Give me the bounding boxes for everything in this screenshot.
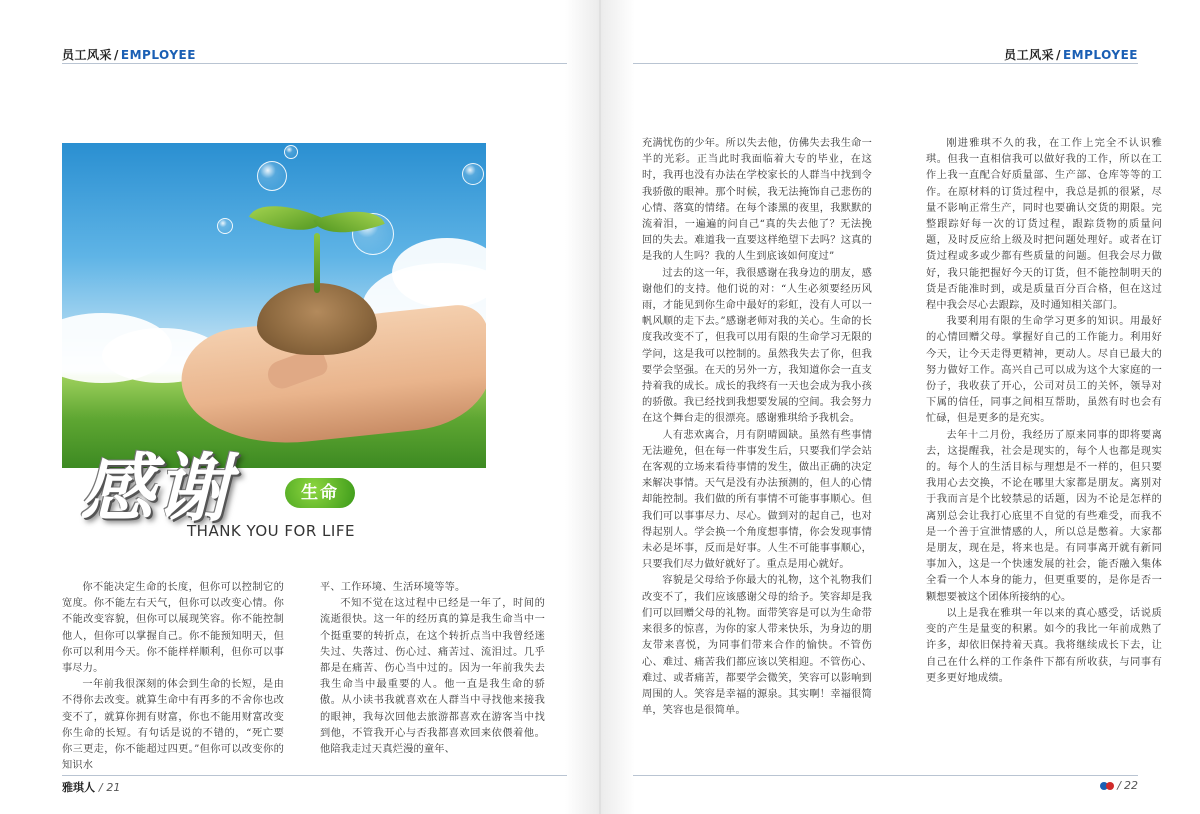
bubble-icon	[257, 161, 287, 191]
paragraph: 以上是我在雅琪一年以来的真心感受，话说质变的产生是量变的积累。如今的我比一年前成熟了许多，却依旧保持着天真。我将继续成长下去，让自己在什么样的工作条件下都有所收获，与同事有更多更好地成绩。	[926, 607, 1162, 684]
paragraph: 你不能决定生命的长度，但你可以控制它的宽度。你不能左右天气，但你可以改变心情。你不能改变容貌，但你可以展现笑容。你不能控制他人，但你可以掌握自己。你不能预知明天，但你可以利用今天。你不能样样顺利，但你可以事事尽力。	[62, 582, 284, 675]
soil-shape	[257, 283, 377, 355]
bubble-icon	[284, 145, 298, 159]
paragraph: 人有悲欢离合，月有阴晴圆缺。虽然有些事情无法避免，但在每一件事发生后，只要我们学会站在客观的立场来看待事情的发生，做出正确的决定来解决事情。天气是没有办法预测的，但人的心情却能控制。我们做的所有事情不可能事事顺心。但我们可以事事尽力、尽心。做到对的起自己，也对得起别人。学会换一个角度想事情，你会发现事情未必是坏事，反而是好事。人生不可能事事顺心，只要我们尽力做好就好了。重点是用心就好。	[642, 429, 872, 571]
paragraph: 充满忧伤的少年。所以失去他，仿佛失去我生命一半的光彩。正当此时我面临着大专的毕业，在这时，我再也没有办法在学校家长的人群当中找到令我骄傲的眼神。那个时候，我无法掩饰自己悲伤的心情、落寞的情绪。在每个漆黑的夜里，我默默的流着泪，一遍遍的问自己“真的失去他了？无法挽回的失去。难道我一直要这样绝望下去吗？这真的是我的人生吗？我的人生到底该如何度过”	[642, 138, 872, 263]
bubble-icon	[462, 163, 484, 185]
right-page-header	[1004, 46, 1138, 63]
paragraph: 平、工作环境、生活环境等等。	[320, 582, 466, 593]
bubble-icon	[217, 218, 233, 234]
footer-slash: /	[98, 781, 103, 794]
right-column-2	[926, 136, 1162, 687]
header-divider	[62, 63, 567, 64]
footer-name: 雅琪人	[62, 781, 95, 794]
header-divider	[633, 63, 1138, 64]
right-column-1	[642, 136, 872, 719]
article-title	[80, 430, 400, 560]
paragraph: 去年十二月份，我经历了原来同事的即将要离去，这提醒我，社会是现实的，每个人也都是现实的。每个人的生活目标与理想是不一样的，但只要我用心去交换，不论在哪里大家都是朋友。离别对于我而言是个比较禁忌的话题，因为不论是怎样的离别总会让我打心底里不自觉的有些难受，而我不是一个善于宣泄情感的人，所以总是憋着。大家都是朋友，现在是，将来也是。有同事离开就有新同事加入，这是一个快速发展的社会，能否融入集体全看一个人本身的能力，但更重要的，是你是否一颗想要被这个团体所接纳的心。	[926, 429, 1162, 603]
left-column-2	[320, 580, 545, 758]
header-cn: 员工风采	[1004, 48, 1055, 62]
left-page-header	[62, 46, 196, 63]
header-slash: /	[1056, 48, 1061, 62]
footer-slash: /	[1117, 779, 1121, 792]
right-page-footer	[1100, 779, 1138, 792]
paragraph: 刚进雅琪不久的我，在工作上完全不认识雅琪。但我一直相信我可以做好我的工作，所以在工作上我一直配合好质量部、生产部、仓库等等的工作。在原材料的订货过程中，我总是抓的很紧，尽量不影响正常生产，同时也要确认交货的期限。完整跟踪好每一次的订货过程，跟踪货物的质量问题，及时反应给上级及时把问题处理好。或者在订货过程或多或少都有些质量的问题。但我会尽力做好，我只能把握好今天的订货，但不能控制明天的货是否能准时到，或是质量百分百合格，但在这过程中我会尽心去跟踪，及时通知相关部门。	[926, 138, 1162, 312]
seedling-stem	[314, 233, 320, 293]
title-badge: 生命	[285, 478, 355, 508]
paragraph: 过去的这一年，我很感谢在我身边的朋友，感谢他们的支持。他们说的对：“人生必须要经历风雨，才能见到你生命中最好的彩虹，没有人可以一帆风顺的走下去。”感谢老师对我的关心。生命的长度我改变不了，但我可以用有限的生命学习无限的学问，这是我可以控制的。虽然我失去了你，但我要学会坚强。在天的另外一方，我知道你会一直支持着我的成长。成长的我终有一天也会成为我小孩的骄傲。我已经找到我想要发展的空间。我会努力在这个舞台走的很漂亮。感谢雅琪给予我机会。	[642, 267, 872, 425]
paragraph: 一年前我很深刻的体会到生命的长短，是由不得你去改变。就算生命中有再多的不舍你也改变不了，就算你拥有财富，你也不能用财富改变你生命的长短。有句话是说的不错的，“死亡要你三更走，你不能超过四更。”但你可以改变你的知识水	[62, 679, 284, 772]
title-en: THANK YOU FOR LIFE	[187, 522, 355, 540]
footer-divider	[633, 775, 1138, 776]
header-slash: /	[114, 48, 119, 62]
page-number: 22	[1124, 779, 1138, 792]
paragraph: 容貌是父母给予你最大的礼物，这个礼物我们改变不了，我们应该感谢父母的给予。笑容却是我们可以回赠父母的礼物。面带笑容是可以为生命带来很多的惊喜，为你的家人带来快乐，为身边的朋友带来喜悦，为同事们带来合作的愉快。不管伤心、难过、痛苦我们都应该以笑相迎。不管伤心、难过、或者痛苦，都要学会微笑，笑容可以影响到周围的人。笑容是幸福的源泉。其实啊！幸福很简单，笑容也是很简单。	[642, 575, 872, 717]
paragraph: 我要利用有限的生命学习更多的知识。用最好的心情回赠父母。掌握好自己的工作能力。利用好今天，让今天走得更精神，更动人。尽自已最大的努力做好工作。高兴自己可以成为这个大家庭的一份子，我收获了开心，公司对员工的关怀，领导对下属的信任，同事之间相互帮助，虽然有时也会有忙碌，但是更多的是充实。	[926, 316, 1162, 425]
header-en: EMPLOYEE	[1062, 48, 1138, 62]
title-cn: 感谢	[80, 446, 232, 532]
right-page	[600, 0, 1200, 814]
footer-divider	[62, 775, 567, 776]
hero-image-seedling-in-hand-icon	[62, 143, 486, 468]
header-en: EMPLOYEE	[120, 48, 196, 62]
header-cn: 员工风采	[62, 48, 113, 62]
left-column-1	[62, 580, 284, 774]
left-page-footer	[62, 779, 120, 795]
paragraph: 不知不觉在这过程中已经是一年了，时间的流逝很快。这一年的经历真的算是我生命当中一个挺重要的转折点，在这个转折点当中我曾经迷失过、失落过、伤心过、痛苦过、流泪过。几乎都是在痛苦、伤心当中过的。因为一年前我失去我生命当中最重要的人。他一直是我生命的骄傲。从小读书我就喜欢在人群当中寻找他来接我的眼神，我每次回他去旅游都喜欢在游客当中找到他，不管我开心与否我都喜欢回来依偎着他。他陪我走过天真烂漫的童年、	[320, 598, 545, 756]
page-number: 21	[106, 781, 121, 794]
company-logo-icon	[1100, 781, 1114, 791]
